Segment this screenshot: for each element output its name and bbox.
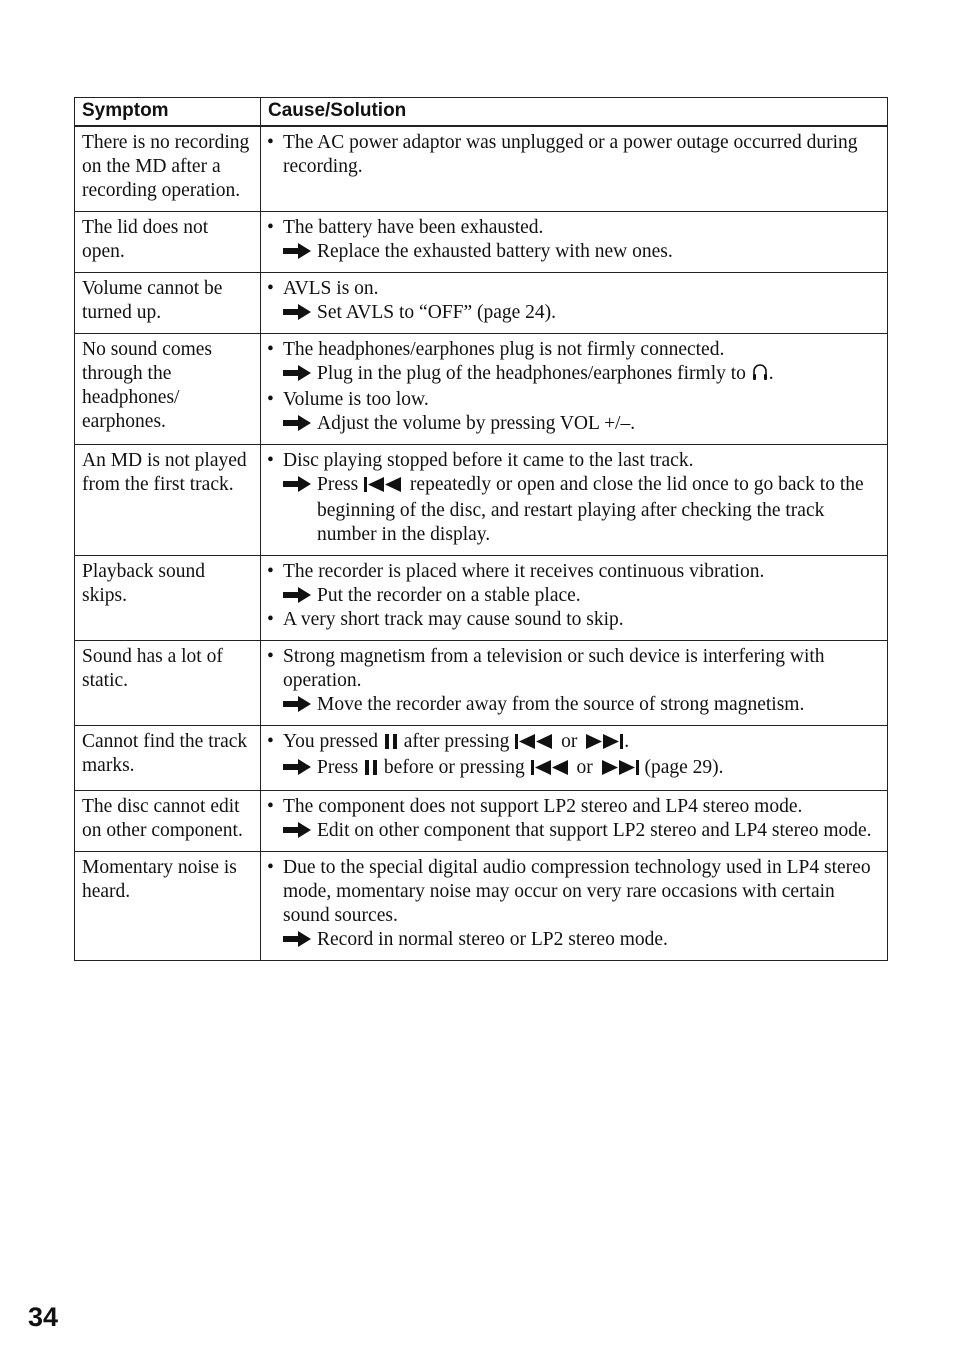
solution-text: Replace the exhausted battery with new ones. bbox=[317, 241, 673, 262]
arrow-right-icon bbox=[283, 819, 317, 843]
arrow-right-icon bbox=[283, 301, 317, 325]
solution-text-part: or bbox=[576, 757, 593, 778]
cause-text-part: or bbox=[561, 731, 578, 752]
symptom-cell: The lid does not open. bbox=[75, 212, 261, 273]
bullet-dot: • bbox=[267, 646, 274, 667]
table-row bbox=[75, 273, 888, 334]
table-row bbox=[75, 445, 888, 556]
cause-text: The AC power adaptor was unplugged or a power outage occurred during recording. bbox=[283, 132, 858, 177]
pause-icon bbox=[364, 758, 378, 782]
arrow-right-icon bbox=[283, 473, 317, 547]
solution-cell bbox=[261, 726, 888, 791]
solution-text-part: before or pressing bbox=[383, 757, 525, 778]
table-row bbox=[75, 126, 888, 212]
solution-text-part: Plug in the plug of the headphones/earphones firmly to bbox=[317, 363, 746, 384]
cause-item bbox=[267, 388, 881, 412]
solution-text-part: Press bbox=[317, 757, 359, 778]
arrow-right-icon bbox=[283, 584, 317, 608]
symptom-cell: Playback sound skips. bbox=[75, 556, 261, 641]
bullet-dot: • bbox=[267, 561, 274, 582]
solution-cell bbox=[261, 334, 888, 445]
bullet-dot: • bbox=[267, 857, 274, 878]
bullet-dot: • bbox=[267, 339, 274, 360]
cause-item bbox=[267, 338, 881, 362]
solution-text: Set AVLS to “OFF” (page 24). bbox=[317, 302, 557, 323]
solution-cell bbox=[261, 126, 888, 212]
solution-cell bbox=[261, 212, 888, 273]
cause-item bbox=[267, 216, 881, 240]
cause-item bbox=[267, 645, 881, 693]
page-number: 34 bbox=[28, 1302, 59, 1332]
table-row bbox=[75, 212, 888, 273]
headphones-icon bbox=[752, 363, 768, 388]
solution-text bbox=[317, 362, 881, 388]
solution-item bbox=[267, 473, 881, 547]
cause-item bbox=[267, 131, 881, 179]
solution-text-part: (page 29). bbox=[644, 757, 724, 778]
cause-text: The component does not support LP2 stereo and LP4 stereo mode. bbox=[283, 796, 803, 817]
header-symptom: Symptom bbox=[75, 98, 261, 127]
solution-item bbox=[267, 362, 881, 388]
skip-back-icon bbox=[364, 475, 404, 499]
symptom-cell: No sound comes through the headphones/ earphones. bbox=[75, 334, 261, 445]
solution-item bbox=[267, 240, 881, 264]
pause-icon bbox=[384, 732, 398, 756]
cause-text-part: . bbox=[624, 731, 630, 752]
cause-item bbox=[267, 608, 881, 632]
bullet-dot: • bbox=[267, 731, 274, 752]
solution-cell bbox=[261, 641, 888, 726]
solution-text: Move the recorder away from the source of strong magnetism. bbox=[317, 694, 805, 715]
bullet-dot: • bbox=[267, 609, 274, 630]
arrow-right-icon bbox=[283, 412, 317, 436]
solution-item bbox=[267, 301, 881, 325]
table-row bbox=[75, 852, 888, 961]
cause-item bbox=[267, 730, 881, 756]
arrow-right-icon bbox=[283, 240, 317, 264]
cause-item bbox=[267, 795, 881, 819]
solution-cell bbox=[261, 791, 888, 852]
symptom-cell: Sound has a lot of static. bbox=[75, 641, 261, 726]
cause-item bbox=[267, 856, 881, 928]
symptom-cell: Volume cannot be turned up. bbox=[75, 273, 261, 334]
solution-cell bbox=[261, 852, 888, 961]
solution-item bbox=[267, 584, 881, 608]
cause-text bbox=[283, 730, 881, 756]
solution-text: Adjust the volume by pressing VOL +/–. bbox=[317, 413, 636, 434]
symptom-cell: An MD is not played from the first track. bbox=[75, 445, 261, 556]
solution-text: Record in normal stereo or LP2 stereo mode. bbox=[317, 929, 668, 950]
cause-text: The recorder is placed where it receives continuous vibration. bbox=[283, 561, 765, 582]
symptom-cell: Cannot find the track marks. bbox=[75, 726, 261, 791]
table-row bbox=[75, 641, 888, 726]
symptom-cell: There is no recording on the MD after a recording operation. bbox=[75, 126, 261, 212]
solution-cell bbox=[261, 273, 888, 334]
bullet-dot: • bbox=[267, 278, 274, 299]
skip-back-icon bbox=[515, 732, 555, 756]
skip-forward-icon bbox=[583, 732, 623, 756]
cause-item bbox=[267, 277, 881, 301]
bullet-dot: • bbox=[267, 389, 274, 410]
table-row bbox=[75, 791, 888, 852]
solution-cell bbox=[261, 445, 888, 556]
cause-item bbox=[267, 449, 881, 473]
solution-item bbox=[267, 928, 881, 952]
table-row bbox=[75, 726, 888, 791]
cause-text-part: after pressing bbox=[403, 731, 510, 752]
cause-text: A very short track may cause sound to skip. bbox=[283, 609, 624, 630]
cause-text: The headphones/earphones plug is not firmly connected. bbox=[283, 339, 725, 360]
cause-text: Due to the special digital audio compression technology used in LP4 stereo mode, momentary noise may occur on very rare occasions with certain sound sources. bbox=[283, 857, 871, 926]
solution-text: Edit on other component that support LP2 stereo and LP4 stereo mode. bbox=[317, 820, 872, 841]
symptom-cell: Momentary noise is heard. bbox=[75, 852, 261, 961]
cause-text: Disc playing stopped before it came to the last track. bbox=[283, 450, 694, 471]
table-row bbox=[75, 556, 888, 641]
solution-item bbox=[267, 412, 881, 436]
solution-cell bbox=[261, 556, 888, 641]
table-row bbox=[75, 334, 888, 445]
solution-text-part: repeatedly or open and close the lid once to go back to the beginning of the disc, and restart playing after checking the track number in the display. bbox=[317, 474, 864, 545]
cause-text: Strong magnetism from a television or such device is interfering with operation. bbox=[283, 646, 825, 691]
cause-text: Volume is too low. bbox=[283, 389, 429, 410]
symptom-cell: The disc cannot edit on other component. bbox=[75, 791, 261, 852]
table-header-row bbox=[75, 98, 888, 127]
solution-text-part: Press bbox=[317, 474, 359, 495]
solution-item bbox=[267, 756, 881, 782]
arrow-right-icon bbox=[283, 756, 317, 782]
skip-forward-icon bbox=[599, 758, 639, 782]
cause-text: AVLS is on. bbox=[283, 278, 379, 299]
solution-text bbox=[317, 473, 881, 547]
skip-back-icon bbox=[531, 758, 571, 782]
cause-text-part: You pressed bbox=[283, 731, 378, 752]
solution-text bbox=[317, 756, 881, 782]
troubleshooting-table bbox=[74, 97, 888, 961]
arrow-right-icon bbox=[283, 928, 317, 952]
header-cause-solution: Cause/Solution bbox=[261, 98, 888, 127]
cause-item bbox=[267, 560, 881, 584]
solution-text-end: . bbox=[768, 363, 774, 384]
cause-text: The battery have been exhausted. bbox=[283, 217, 544, 238]
bullet-dot: • bbox=[267, 132, 274, 153]
bullet-dot: • bbox=[267, 217, 274, 238]
arrow-right-icon bbox=[283, 693, 317, 717]
solution-item bbox=[267, 693, 881, 717]
bullet-dot: • bbox=[267, 796, 274, 817]
solution-item bbox=[267, 819, 881, 843]
bullet-dot: • bbox=[267, 450, 274, 471]
arrow-right-icon bbox=[283, 362, 317, 388]
solution-text: Put the recorder on a stable place. bbox=[317, 585, 581, 606]
